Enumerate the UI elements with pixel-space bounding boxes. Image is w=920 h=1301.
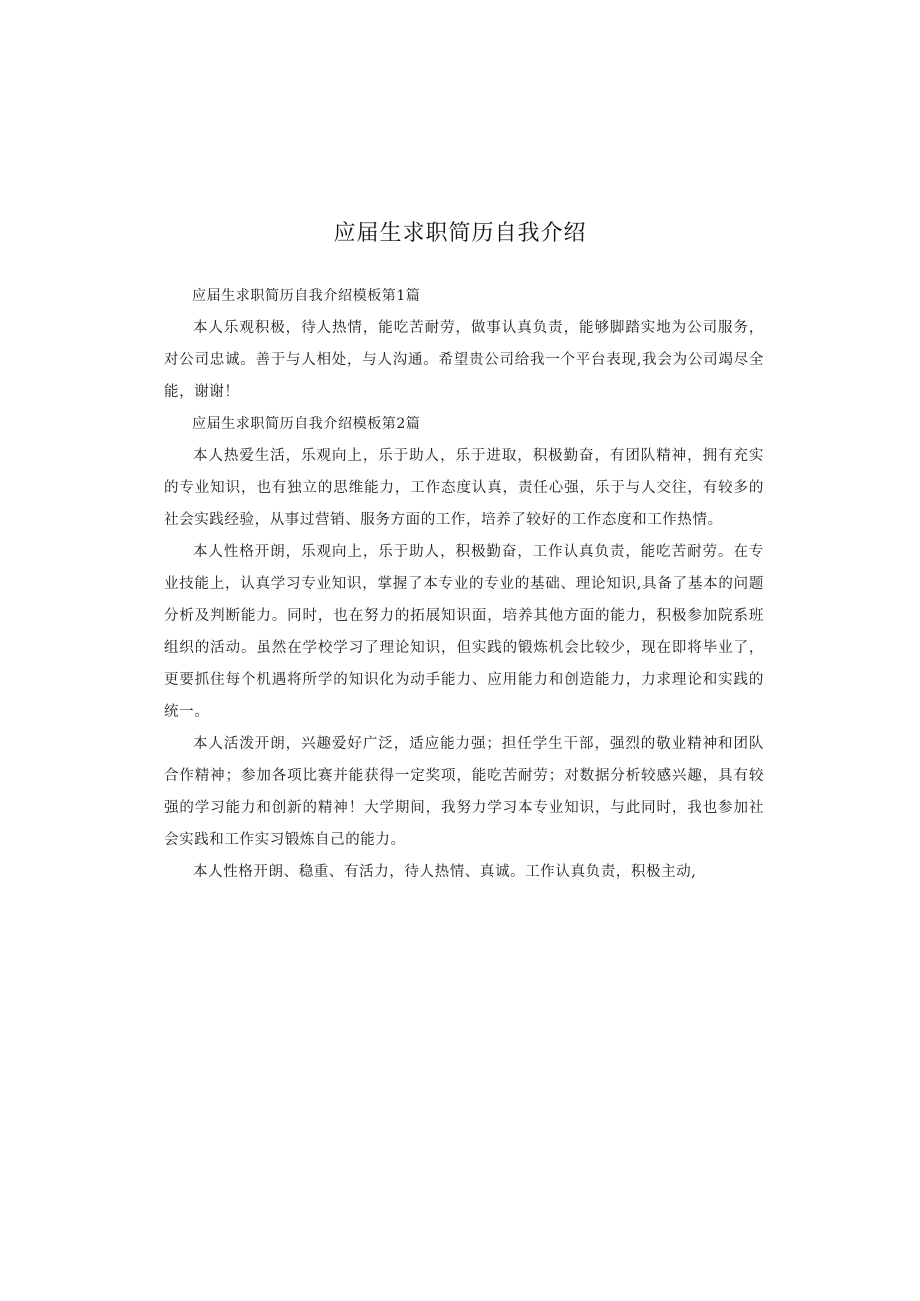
paragraph: 本人性格开朗，乐观向上，乐于助人，积极勤奋，工作认真负责，能吃苦耐劳。在专业技能上，认真学习专业知识，掌握了本专业的专业的基础、理论知识,具备了基本的问题分析及判断能力。同时，也在努力的拓展知识面，培养其他方面的能力，积极参加院系班组织的活动。虽然在学校学习了理论知识，但实践的锻炼机会比较少，现在即将毕业了，更要抓住每个机遇将所学的知识化为动手能力、应用能力和创造能力，力求理论和实践的统一。 <box>164 544 764 720</box>
paragraph: 本人热爱生活，乐观向上，乐于助人，乐于进取，积极勤奋，有团队精神，拥有充实的专业知识，也有独立的思维能力，工作态度认真，责任心强，乐于与人交往，有较多的社会实践经验，从事过营销、服务方面的工作，培养了较好的工作态度和工作热情。 <box>164 448 764 528</box>
paragraph: 本人活泼开朗，兴趣爱好广泛，适应能力强；担任学生干部，强烈的敬业精神和团队合作精神；参加各项比赛并能获得一定奖项，能吃苦耐劳；对数据分析较感兴趣，具有较强的学习能力和创新的精神！大学期间，我努力学习本专业知识，与此同时，我也参加社会实践和工作实习锻炼自己的能力。 <box>164 736 764 848</box>
paragraph: 本人性格开朗、稳重、有活力，待人热情、真诚。工作认真负责，积极主动, <box>193 864 697 880</box>
page-title: 应届生求职简历自我介绍 <box>333 221 587 246</box>
section-heading-2: 应届生求职简历自我介绍模板第2篇 <box>192 416 421 432</box>
section-heading-1: 应届生求职简历自我介绍模板第1篇 <box>192 288 421 304</box>
document-body <box>164 280 764 888</box>
paragraph: 本人乐观积极，待人热情，能吃苦耐劳，做事认真负责，能够脚踏实地为公司服务，对公司忠诚。善于与人相处，与人沟通。希望贵公司给我一个平台表现,我会为公司竭尽全能，谢谢！ <box>164 320 764 400</box>
